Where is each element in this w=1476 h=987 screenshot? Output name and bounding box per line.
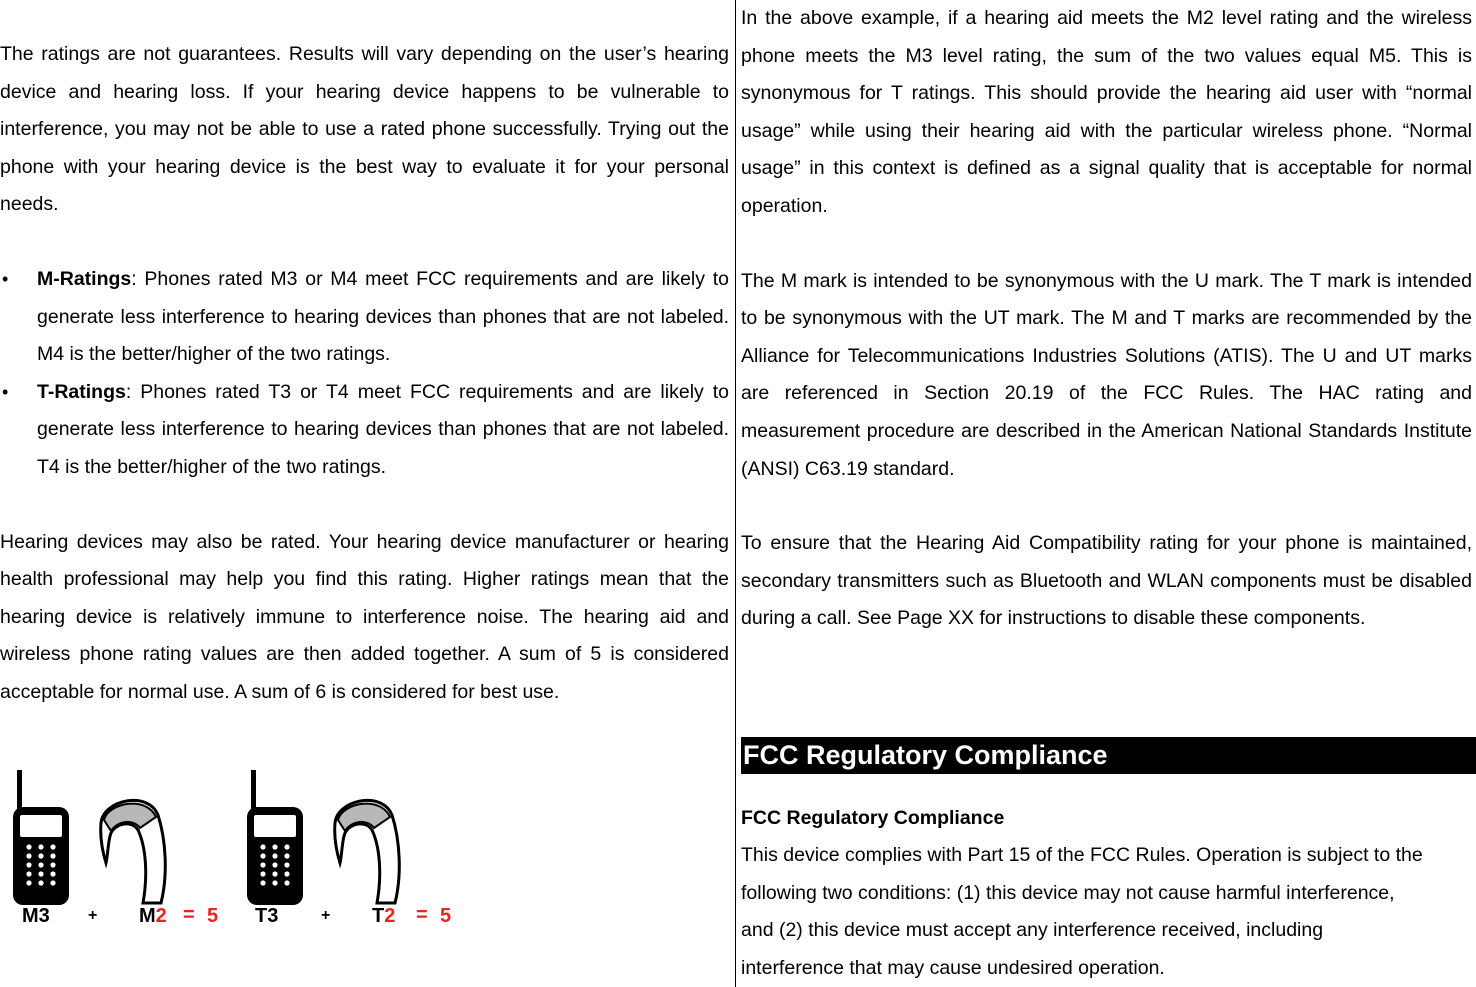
- bullet-icon: •: [2, 268, 9, 289]
- fcc-line: and (2) this device must accept any interference received, including: [741, 919, 1324, 941]
- t-ratings-text: : Phones rated T3 or T4 meet FCC requirements and are likely to generate less interference to hearing devices than phones that are not labeled. T4 is the better/higher of the two ratings.: [37, 380, 729, 478]
- list-item: [0, 261, 729, 374]
- fcc-section-heading: FCC Regulatory Compliance: [741, 737, 1476, 774]
- phone-icon: [247, 770, 303, 905]
- left-column: [0, 0, 729, 712]
- fcc-subheading: FCC Regulatory Compliance: [741, 807, 1005, 829]
- eq2-sum: 5: [440, 905, 452, 927]
- eq2-phone-rating: T3: [255, 905, 279, 927]
- fcc-section-body: [741, 800, 1472, 987]
- eq1-aid-number: 2: [155, 905, 167, 927]
- example-paragraph: In the above example, if a hearing aid meets the M2 level rating and the wireless phone meets the M3 level rating, the sum of the two values equal M5. This is synonymous for T ratings. This should provide the hearing aid user with “normal usage” while using their hearing aid with the particular wireless phone. “Normal usage” in this context is defined as a signal quality that is acceptable for normal operation.: [741, 7, 1472, 217]
- ratings-intro-paragraph: The ratings are not guarantees. Results will vary depending on the user’s hearing device and hearing loss. If your hearing device happens to be vulnerable to interference, you may not be able to use a rated phone successfully. Trying out the phone with your hearing device is the best way to evaluate it for your personal needs.: [0, 43, 729, 216]
- column-divider: [735, 0, 736, 987]
- bullet-icon: •: [2, 381, 9, 402]
- hearing-devices-paragraph: Hearing devices may also be rated. Your hearing device manufacturer or hearing health professional may help you find this rating. Higher ratings mean that the hearing device is relatively immune to interference noise. The hearing aid and wireless phone rating values are then added together. A sum of 5 is considered acceptable for normal use. A sum of 6 is considered for best use.: [0, 530, 729, 703]
- eq1-aid-letter: M: [139, 905, 156, 927]
- ratings-bullet-list: [0, 261, 729, 487]
- fcc-line: following two conditions: (1) this device may not cause harmful interference,: [741, 881, 1395, 904]
- eq2-aid-letter: T: [372, 905, 385, 927]
- fcc-line: interference that may cause undesired operation.: [741, 956, 1165, 979]
- t-ratings-term: T-Ratings: [37, 380, 126, 403]
- right-column: [741, 0, 1472, 638]
- hac-rating-illustration: [8, 765, 468, 930]
- phone-icon: [13, 770, 69, 905]
- eq1-phone-rating: M3: [22, 905, 50, 927]
- hearing-aid-icon: [335, 800, 400, 903]
- eq1-plus: +: [88, 907, 98, 924]
- hearing-aid-icon: [101, 800, 166, 903]
- marks-paragraph: The M mark is intended to be synonymous with the U mark. The T mark is intended to be synonymous with the UT mark. The M and T marks are recommended by the Alliance for Telecommunications Industries Solutions (ATIS). The U and UT marks are referenced in Section 20.19 of the FCC Rules. The HAC rating and measurement procedure are described in the American National Standards Institute (ANSI) C63.19 standard.: [741, 269, 1472, 480]
- eq2-aid-number: 2: [384, 905, 396, 927]
- eq1-equals: =: [183, 904, 195, 926]
- m-ratings-term: M-Ratings: [37, 267, 132, 290]
- eq2-equals: =: [416, 904, 428, 926]
- fcc-line: This device complies with Part 15 of the FCC Rules. Operation is subject to the: [741, 844, 1423, 866]
- eq1-sum: 5: [207, 905, 219, 927]
- eq2-aid-rating: [372, 905, 395, 927]
- list-item: [0, 374, 729, 487]
- eq1-aid-rating: [139, 905, 167, 927]
- secondary-transmitters-paragraph: To ensure that the Hearing Aid Compatibility rating for your phone is maintained, secondary transmitters such as Bluetooth and WLAN components must be disabled during a call. See Page XX for instructions to disable these components.: [741, 532, 1472, 630]
- eq2-plus: +: [321, 907, 331, 924]
- m-ratings-text: : Phones rated M3 or M4 meet FCC requirements and are likely to generate less interference to hearing devices than phones that are not labeled. M4 is the better/higher of the two ratings.: [37, 267, 729, 366]
